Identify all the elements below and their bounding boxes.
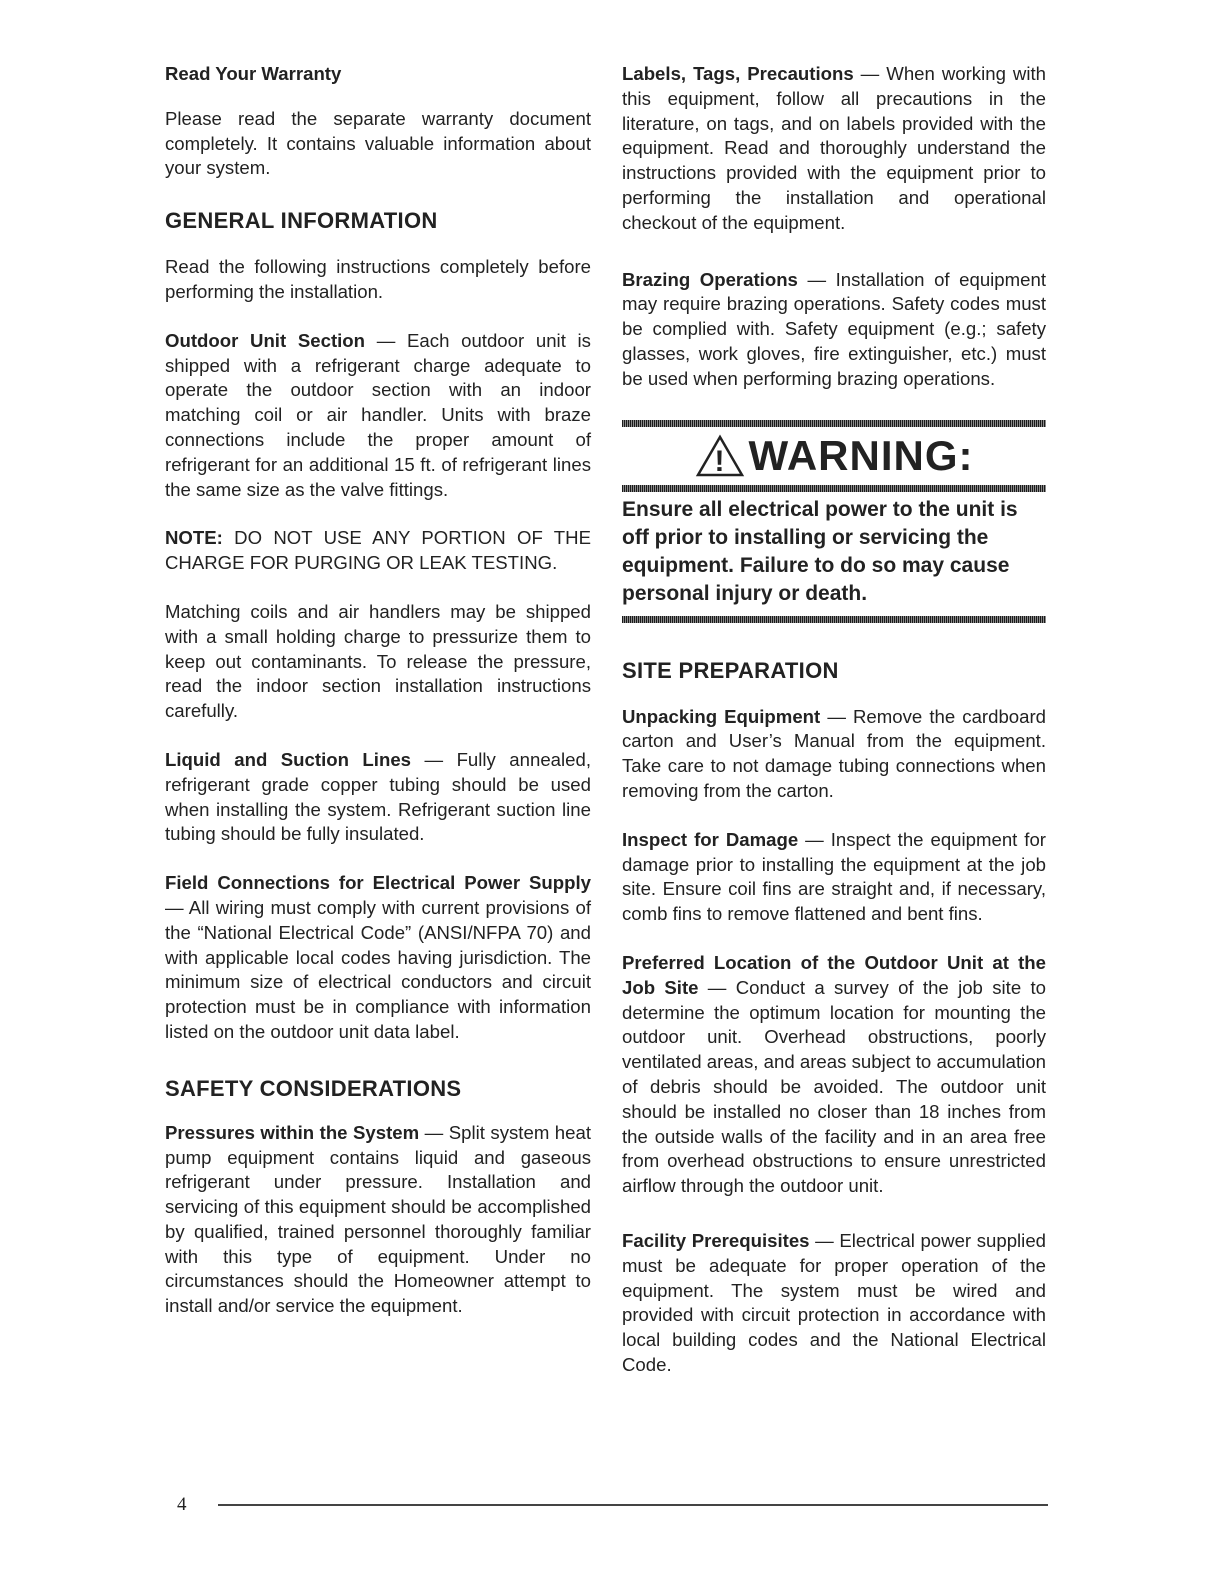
general-information-text: Read the following instructions completely before performing the installation. xyxy=(165,256,591,302)
inspect-damage-text: — Inspect the equipment for damage prior to installing the equipment at the job site. Ensure coil fins are straight and, if necessary, comb fins to remove flattened and bent fins. xyxy=(622,828,1046,925)
warranty-heading: Read Your Warranty xyxy=(165,63,342,84)
labels-tags-paragraph xyxy=(622,62,1046,236)
warning-triangle-icon xyxy=(695,434,745,478)
preferred-location-text: — Conduct a survey of the job site to determine the optimum location for mounting the outdoor unit. Overhead obstructions, poorly ventilated areas, and areas subject to accumulation of debris should be avoided. The outdoor unit should be installed no closer than 18 inches from the outside walls of the facility and in an area free from overhead obstructions to ensure unrestricted airflow through the outdoor unit. xyxy=(622,976,1046,1197)
field-connections-paragraph xyxy=(165,871,591,1045)
safety-considerations-heading: SAFETY CONSIDERATIONS xyxy=(165,1075,462,1101)
inspect-damage-lead: Inspect for Damage xyxy=(622,828,799,850)
page-number: 4 xyxy=(177,1494,187,1515)
facility-prerequisites-text: — Electrical power supplied must be adequate for proper operation of the equipment. The system must be wired and provided with circuit protection in accordance with local building codes and the National Electrical Code. xyxy=(622,1229,1046,1375)
liquid-suction-lead: Liquid and Suction Lines xyxy=(165,748,412,770)
matching-coils-paragraph: Matching coils and air handlers may be shipped with a small holding charge to pressurize them to keep out contaminants. To release the pressure, read the indoor section installation instructions carefully. xyxy=(165,600,591,722)
unpacking-lead: Unpacking Equipment xyxy=(622,705,821,727)
brazing-paragraph xyxy=(622,268,1046,392)
brazing-lead: Brazing Operations xyxy=(622,268,798,290)
warning-title: WARNING: xyxy=(748,431,974,479)
right-column xyxy=(622,62,1046,1378)
warning-mid-rule xyxy=(622,485,1046,492)
liquid-suction-paragraph xyxy=(165,748,591,847)
field-connections-text: — All wiring must comply with current provisions of the “National Electrical Code” (ANSI/NFPA 70) and with applicable local codes having jurisdiction. The minimum size of electrical conductors and circuit protection must be in compliance with information listed on the outdoor unit data label. xyxy=(165,896,591,1042)
warning-text: Ensure all electrical power to the unit is off prior to installing or servicing the equipment. Failure to do so may cause personal injury or death. xyxy=(622,497,1018,605)
site-preparation-heading: SITE PREPARATION xyxy=(622,657,839,683)
liquid-suction-text: — Fully annealed, refrigerant grade copper tubing should be used when installing the system. Refrigerant suction line tubing should be fully insulated. xyxy=(165,748,591,845)
preferred-location-lead: Preferred Location of the Outdoor Unit at the Job Site xyxy=(622,951,1046,998)
warranty-text: Please read the separate warranty document completely. It contains valuable information about your system. xyxy=(165,107,591,179)
outdoor-unit-paragraph xyxy=(165,329,591,503)
inspect-damage-paragraph xyxy=(622,828,1046,927)
pressures-paragraph xyxy=(165,1121,591,1319)
warning-box xyxy=(622,420,1046,623)
note-lead: NOTE: xyxy=(165,527,223,549)
labels-tags-lead: Labels, Tags, Precautions xyxy=(622,63,854,84)
footer-rule xyxy=(218,1504,1048,1506)
left-column xyxy=(165,62,591,1319)
field-connections-lead: Field Connections for Electrical Power Supply xyxy=(165,872,591,894)
note-paragraph xyxy=(165,526,591,576)
note-text: DO NOT USE ANY PORTION OF THE CHARGE FOR PURGING OR LEAK TESTING. xyxy=(165,527,591,574)
facility-prerequisites-lead: Facility Prerequisites xyxy=(622,1229,810,1251)
pressures-text: — Split system heat pump equipment contains liquid and gaseous refrigerant under pressure. Installation and servicing of this equipment should be accomplished by qualified, trained personnel thoroughly familiar with this type of equipment. Under no circumstances should the Homeowner attempt to install and/or service the equipment. xyxy=(165,1121,591,1317)
outdoor-unit-lead: Outdoor Unit Section xyxy=(165,329,366,351)
warning-title-row xyxy=(622,427,1046,485)
unpacking-text: — Remove the cardboard carton and User’s Manual from the equipment. Take care to not damage tubing connections when removing from the carton. xyxy=(622,705,1046,801)
preferred-location-paragraph xyxy=(622,951,1046,1199)
svg-text:!: ! xyxy=(714,444,725,478)
outdoor-unit-text: — Each outdoor unit is shipped with a refrigerant charge adequate to operate the outdoor section with an indoor matching coil or air handler. Units with braze connections include the proper amount of refrigerant for an additional 15 ft. of refrigerant lines the same size as the valve fittings. xyxy=(165,329,591,500)
labels-tags-text: — When working with this equipment, follow all precautions in the literature, on tags, and on labels provided with the equipment. Read and thoroughly understand the instructions provided with the equipment prior to performing the installation and operational checkout of the equipment. xyxy=(622,63,1046,233)
pressures-lead: Pressures within the System xyxy=(165,1121,420,1143)
brazing-text: — Installation of equipment may require brazing operations. Safety codes must be complied with. Safety equipment (e.g.; safety glasses, work gloves, fire extinguisher, etc.) must be used when performing brazing operations. xyxy=(622,268,1046,389)
warning-top-rule xyxy=(622,420,1046,427)
unpacking-paragraph xyxy=(622,705,1046,804)
general-information-heading: GENERAL INFORMATION xyxy=(165,208,438,234)
warning-bottom-rule xyxy=(622,616,1046,623)
facility-prerequisites-paragraph xyxy=(622,1229,1046,1378)
